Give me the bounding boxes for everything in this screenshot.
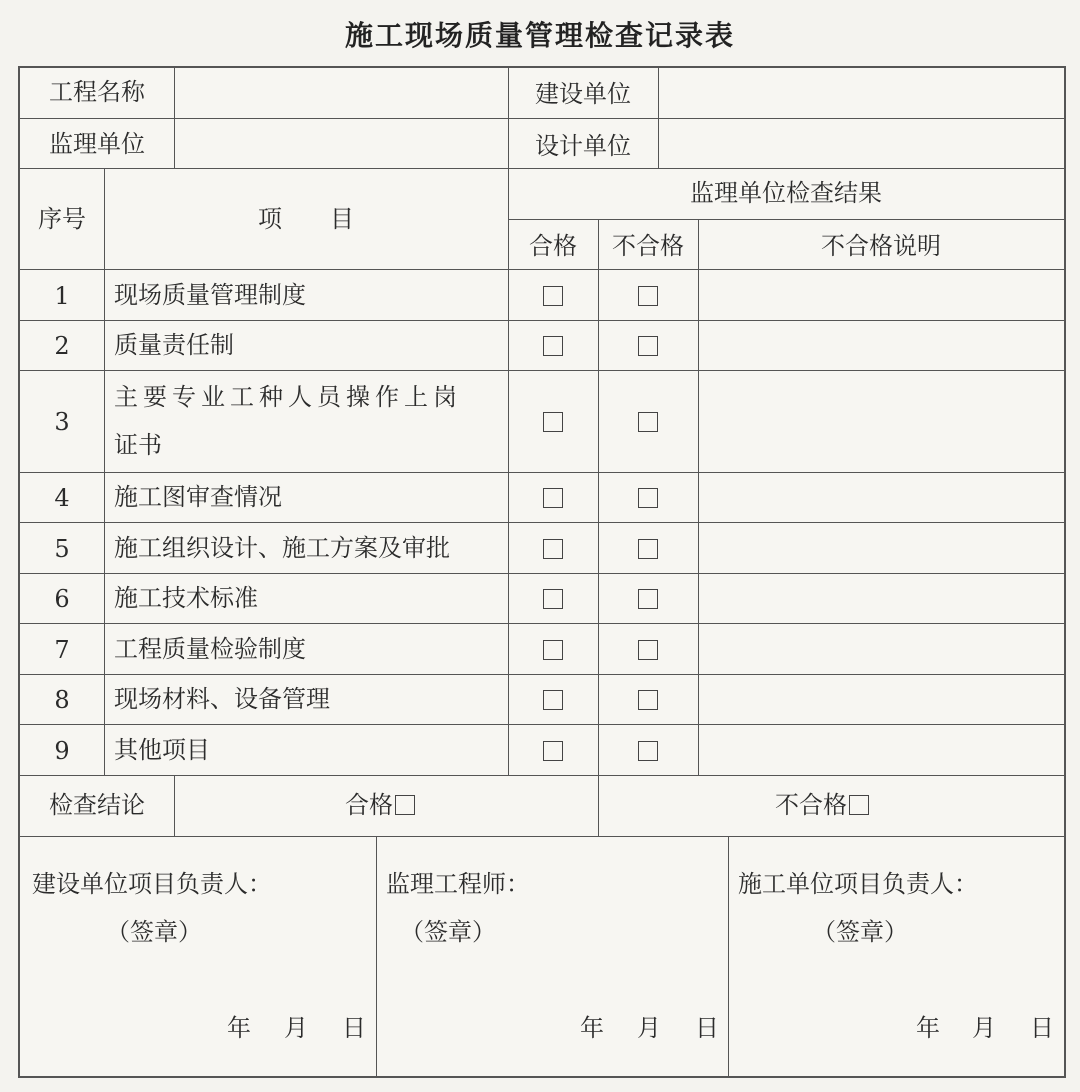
construction-unit-label: 建设单位 <box>535 80 631 108</box>
pass-checkbox[interactable] <box>543 690 563 710</box>
pass-checkbox[interactable] <box>543 589 563 609</box>
column-header-pass: 合格 <box>529 232 577 260</box>
conclusion-pass-checkbox[interactable] <box>395 795 415 815</box>
signature-day: 日 <box>695 1014 719 1042</box>
row-number: 9 <box>54 737 70 765</box>
column-header-fail-note: 不合格说明 <box>821 232 941 260</box>
row-item: 工程质量检验制度 <box>114 635 306 663</box>
fail-checkbox[interactable] <box>638 640 658 660</box>
row-item: 施工图审查情况 <box>114 483 282 511</box>
signature-day: 日 <box>1030 1014 1054 1042</box>
conclusion-pass[interactable] <box>345 791 415 820</box>
fail-checkbox[interactable] <box>638 741 658 761</box>
signature-year: 年 <box>580 1014 604 1042</box>
row-item: 施工组织设计、施工方案及审批 <box>114 534 450 562</box>
row-number: 1 <box>54 282 70 310</box>
fail-checkbox[interactable] <box>638 286 658 306</box>
row-item-line1: 主要专业工种人员操作上岗 <box>114 383 462 411</box>
row-number: 4 <box>54 484 70 512</box>
fail-checkbox[interactable] <box>638 589 658 609</box>
row-number: 2 <box>54 332 70 360</box>
row-number: 8 <box>54 686 70 714</box>
column-header-result-group: 监理单位检查结果 <box>690 179 882 207</box>
pass-checkbox[interactable] <box>543 488 563 508</box>
column-header-fail: 不合格 <box>612 232 684 260</box>
row-item: 质量责任制 <box>114 331 234 359</box>
row-item-line2: 证书 <box>114 431 162 459</box>
row-item: 现场材料、设备管理 <box>114 685 330 713</box>
fail-checkbox[interactable] <box>638 488 658 508</box>
fail-checkbox[interactable] <box>638 336 658 356</box>
row-number: 5 <box>54 535 70 563</box>
column-header-item: 项 目 <box>258 205 354 233</box>
supervision-unit-label: 监理单位 <box>49 130 145 158</box>
form-table <box>18 66 1066 1078</box>
fail-checkbox[interactable] <box>638 412 658 432</box>
signature-stamp: （签章） <box>812 918 908 946</box>
pass-checkbox[interactable] <box>543 640 563 660</box>
row-item: 施工技术标准 <box>114 584 258 612</box>
pass-checkbox[interactable] <box>543 539 563 559</box>
conclusion-pass-label: 合格 <box>345 791 393 819</box>
row-number: 6 <box>54 585 70 613</box>
signature-month: 月 <box>637 1014 661 1042</box>
signature-year: 年 <box>916 1014 940 1042</box>
signature-role: 监理工程师： <box>386 870 530 898</box>
column-header-seq: 序号 <box>38 205 86 233</box>
project-name-label: 工程名称 <box>49 78 145 106</box>
conclusion-label: 检查结论 <box>49 791 145 819</box>
signature-role: 施工单位项目负责人： <box>738 870 978 898</box>
row-item: 其他项目 <box>114 736 210 764</box>
conclusion-fail-label: 不合格 <box>775 791 847 819</box>
signature-month: 月 <box>972 1014 996 1042</box>
pass-checkbox[interactable] <box>543 412 563 432</box>
pass-checkbox[interactable] <box>543 336 563 356</box>
row-item: 现场质量管理制度 <box>114 281 306 309</box>
signature-stamp: （签章） <box>106 918 202 946</box>
pass-checkbox[interactable] <box>543 286 563 306</box>
row-number: 3 <box>54 408 70 436</box>
conclusion-fail[interactable] <box>775 791 869 820</box>
signature-day: 日 <box>342 1014 366 1042</box>
fail-checkbox[interactable] <box>638 539 658 559</box>
signature-year: 年 <box>227 1014 251 1042</box>
signature-role: 建设单位项目负责人： <box>32 870 272 898</box>
design-unit-label: 设计单位 <box>535 132 631 160</box>
form-title: 施工现场质量管理检查记录表 <box>344 19 735 52</box>
pass-checkbox[interactable] <box>543 741 563 761</box>
signature-month: 月 <box>284 1014 308 1042</box>
conclusion-fail-checkbox[interactable] <box>849 795 869 815</box>
row-number: 7 <box>54 636 70 664</box>
signature-stamp: （签章） <box>400 918 496 946</box>
fail-checkbox[interactable] <box>638 690 658 710</box>
